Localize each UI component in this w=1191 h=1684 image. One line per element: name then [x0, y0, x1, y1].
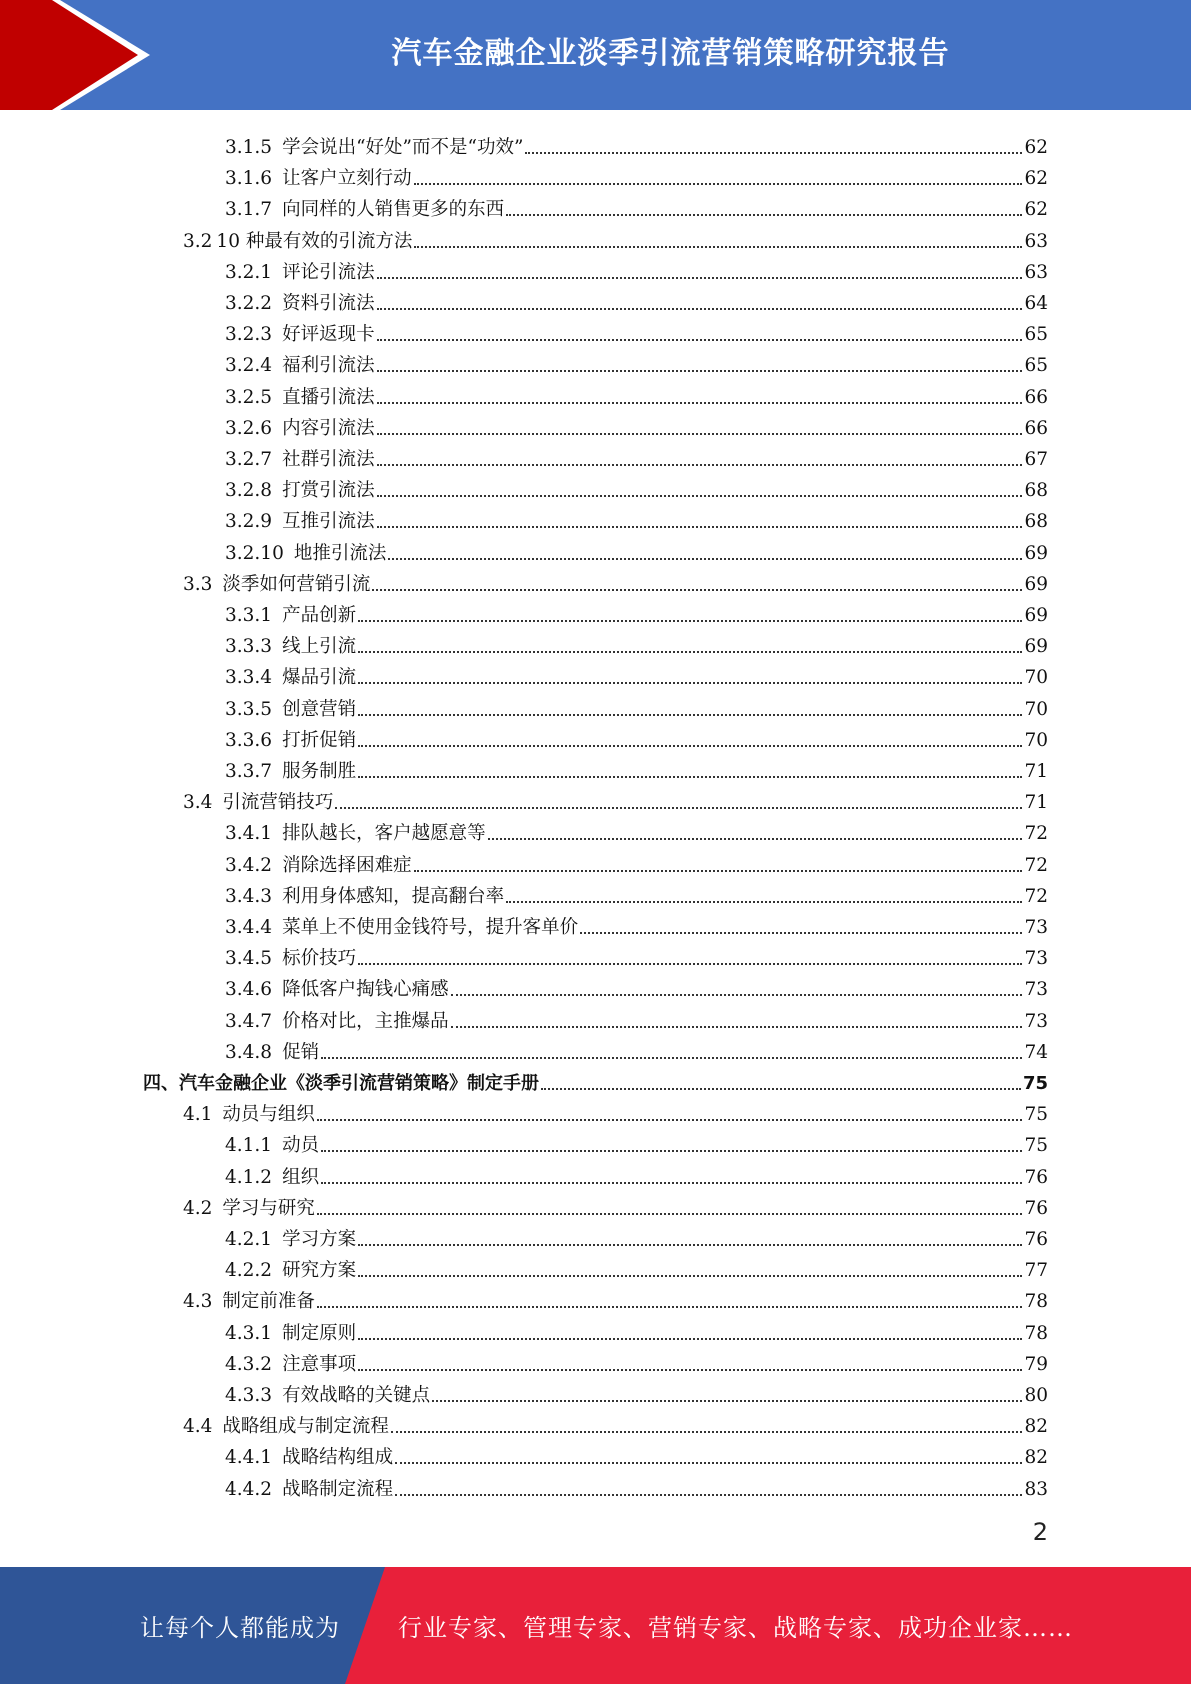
toc-entry-number: 4.4.1 [225, 1447, 273, 1469]
toc-entry[interactable] [225, 1033, 1048, 1064]
toc-entry[interactable] [225, 721, 1048, 752]
toc-entry[interactable] [225, 658, 1048, 689]
toc-dot-leader [335, 807, 1022, 809]
toc-entry-title: 排队越长，客户越愿意等 [282, 823, 486, 845]
toc-entry-page: 78 [1024, 1322, 1048, 1344]
toc-entry-page: 77 [1024, 1260, 1048, 1282]
toc-entry-title: 价格对比，主推爆品 [282, 1010, 449, 1032]
toc-entry-title: 向同样的人销售更多的东西 [282, 199, 505, 221]
toc-entry-number: 4.3.1 [225, 1322, 273, 1344]
toc-dot-leader [358, 776, 1022, 778]
toc-entry-number: 3.3.4 [225, 667, 273, 689]
toc-entry[interactable] [225, 939, 1048, 970]
toc-entry[interactable] [225, 1314, 1048, 1345]
toc-entry[interactable] [225, 1220, 1048, 1251]
toc-entry-title: 线上引流 [282, 636, 357, 658]
toc-entry-page: 79 [1024, 1353, 1048, 1375]
toc-dot-leader [414, 870, 1023, 872]
toc-entry-number: 3.2.4 [225, 355, 273, 377]
toc-entry-page: 65 [1024, 324, 1048, 346]
page-number: 2 [1032, 1518, 1048, 1546]
toc-dot-leader [317, 1119, 1023, 1121]
toc-entry-number: 4.1 [183, 1104, 213, 1126]
page-footer [0, 1567, 1191, 1684]
toc-dot-leader [377, 339, 1023, 341]
toc-dot-leader [377, 495, 1023, 497]
toc-dot-leader [506, 901, 1022, 903]
toc-dot-leader [377, 277, 1023, 279]
toc-entry-page: 70 [1024, 667, 1048, 689]
toc-dot-leader [506, 214, 1022, 216]
toc-entry-title: 淡季如何营销引流 [222, 573, 371, 595]
toc-entry[interactable] [225, 1251, 1048, 1282]
toc-entry-page: 63 [1024, 230, 1048, 252]
toc-entry-number: 3.4 [183, 792, 213, 814]
toc-entry[interactable] [225, 534, 1048, 565]
toc-entry-page: 72 [1024, 854, 1048, 876]
toc-entry[interactable] [225, 846, 1048, 877]
toc-entry-page: 73 [1024, 917, 1048, 938]
toc-entry-page: 82 [1024, 1416, 1048, 1438]
toc-dot-leader [377, 464, 1023, 466]
toc-dot-leader [414, 183, 1023, 185]
toc-entry[interactable] [183, 1282, 1048, 1313]
toc-entry-number: 3.3.6 [225, 729, 273, 751]
toc-entry[interactable] [225, 1158, 1048, 1189]
toc-entry-number: 3.2.5 [225, 386, 273, 408]
toc-entry-page: 71 [1024, 761, 1048, 782]
toc-entry-page: 70 [1024, 729, 1048, 751]
toc-entry-number: 4.1.1 [225, 1135, 273, 1157]
toc-entry-number: 3.4.7 [225, 1010, 273, 1032]
toc-dot-leader [358, 745, 1022, 747]
toc-entry[interactable] [225, 1470, 1048, 1501]
toc-entry-number: 3.1.5 [225, 137, 273, 158]
toc-entry-title: 菜单上不使用金钱符号，提升客单价 [282, 917, 579, 938]
toc-entry-title: 降低客户掏钱心痛感 [282, 979, 449, 1001]
toc-entry[interactable] [225, 502, 1048, 533]
toc-dot-leader [414, 246, 1022, 248]
toc-entry-page: 75 [1022, 1073, 1048, 1094]
toc-entry-number: 4.3 [183, 1291, 213, 1313]
toc-entry-title: 福利引流法 [282, 355, 375, 377]
toc-entry-page: 72 [1024, 823, 1048, 845]
toc-dot-leader [377, 526, 1023, 528]
toc-entry-title: 爆品引流 [282, 667, 357, 689]
toc-entry-page: 69 [1024, 542, 1048, 564]
toc-entry[interactable] [225, 128, 1048, 159]
toc-entry-title: 研究方案 [282, 1260, 357, 1282]
toc-entry[interactable] [225, 690, 1048, 721]
toc-entry-number: 3.3 [183, 573, 213, 595]
toc-entry-title: 好评返现卡 [282, 324, 375, 346]
toc-entry-number: 3.4.2 [225, 854, 273, 876]
toc-entry-number: 3.2.10 [225, 542, 284, 564]
toc-dot-leader [358, 682, 1022, 684]
toc-entry-number: 4.2 [183, 1197, 213, 1219]
toc-dot-leader [358, 1369, 1022, 1371]
toc-entry-title: 战略结构组成 [282, 1447, 394, 1469]
toc-entry-number: 3.3.5 [225, 698, 273, 720]
toc-entry-page: 68 [1024, 511, 1048, 533]
toc-entry[interactable] [225, 471, 1048, 502]
toc-entry-page: 68 [1024, 480, 1048, 502]
toc-entry-title: 产品创新 [282, 605, 357, 626]
toc-entry-number: 4.3.3 [225, 1385, 273, 1406]
toc-entry-title: 打赏引流法 [282, 480, 375, 502]
toc-entry-title: 地推引流法 [293, 542, 387, 564]
toc-entry-number: 3.2.3 [225, 324, 273, 346]
toc-entry-page: 75 [1024, 1135, 1048, 1157]
toc-entry-title: 促销 [282, 1041, 320, 1063]
toc-entry-number: 3.3.1 [225, 605, 273, 626]
toc-dot-leader [358, 1275, 1022, 1277]
toc-entry[interactable] [183, 222, 1048, 253]
toc-entry-title: 动员 [282, 1135, 320, 1157]
toc-entry-title: 战略组成与制定流程 [222, 1416, 389, 1438]
toc-entry-page: 62 [1024, 199, 1048, 221]
toc-entry-page: 64 [1024, 293, 1048, 314]
toc-entry-title: 有效战略的关键点 [282, 1385, 431, 1406]
toc-entry-title: 资料引流法 [282, 293, 375, 314]
toc-entry-number: 3.1.6 [225, 168, 273, 190]
toc-entry-title: 消除选择困难症 [282, 854, 412, 876]
toc-entry-title: 互推引流法 [282, 511, 375, 533]
toc-entry[interactable] [225, 908, 1048, 939]
toc-entry-number: 3.1.7 [225, 199, 273, 221]
toc-entry-title: 引流营销技巧 [222, 792, 334, 814]
toc-entry-title: 注意事项 [282, 1353, 357, 1375]
toc-entry-page: 69 [1024, 636, 1048, 658]
toc-entry[interactable] [183, 1189, 1048, 1220]
toc-dot-leader [321, 1057, 1022, 1059]
page-header [0, 0, 1191, 110]
toc-entry-page: 82 [1024, 1447, 1048, 1469]
toc-dot-leader [372, 589, 1022, 591]
toc-entry-page: 69 [1024, 605, 1048, 626]
toc-entry-number: 4.2.2 [225, 1260, 273, 1282]
toc-entry-page: 83 [1024, 1478, 1048, 1500]
toc-entry-page: 76 [1024, 1197, 1048, 1219]
toc-entry-title: 制定前准备 [222, 1291, 315, 1313]
toc-dot-leader [541, 1088, 1021, 1090]
toc-entry[interactable] [143, 1064, 1048, 1095]
toc-entry-number: 3.4.1 [225, 823, 273, 845]
toc-entry-page: 73 [1024, 948, 1048, 970]
toc-entry-number: 3.4.6 [225, 979, 273, 1001]
toc-dot-leader [395, 1494, 1022, 1496]
toc-entry-number: 3.3.7 [225, 761, 273, 782]
toc-entry[interactable] [225, 253, 1048, 284]
toc-entry[interactable] [225, 877, 1048, 908]
toc-entry[interactable] [225, 814, 1048, 845]
toc-entry-title: 社群引流法 [282, 449, 375, 470]
toc-entry-page: 62 [1024, 168, 1048, 190]
toc-dot-leader [317, 1306, 1023, 1308]
toc-entry-title: 四、汽车金融企业《淡季引流营销策略》制定手册 [143, 1073, 539, 1094]
toc-entry[interactable] [225, 596, 1048, 627]
toc-entry-title: 打折促销 [282, 729, 357, 751]
toc-entry[interactable] [183, 1407, 1048, 1438]
toc-entry-page: 75 [1024, 1104, 1048, 1126]
toc-entry-title: 学会说出“好处”而不是“功效” [282, 137, 524, 158]
toc-entry-title: 利用身体感知，提高翻台率 [282, 885, 505, 907]
toc-entry-title: 服务制胜 [282, 761, 357, 782]
toc-entry-title: 直播引流法 [282, 386, 375, 408]
toc-entry-number: 3.4.3 [225, 885, 273, 907]
toc-dot-leader [388, 558, 1022, 560]
toc-dot-leader [391, 1431, 1023, 1433]
toc-entry-page: 66 [1024, 417, 1048, 439]
toc-entry-page: 62 [1024, 137, 1048, 158]
toc-entry-number: 3.4.8 [225, 1041, 273, 1063]
toc-entry-page: 74 [1024, 1041, 1048, 1063]
toc-entry-page: 63 [1024, 261, 1048, 283]
toc-dot-leader [358, 1338, 1022, 1340]
toc-entry[interactable] [225, 627, 1048, 658]
toc-entry-title: 组织 [282, 1166, 320, 1188]
toc-dot-leader [377, 433, 1023, 435]
toc-entry-number: 3.2.9 [225, 511, 273, 533]
toc-entry[interactable] [225, 1345, 1048, 1376]
toc-entry-number: 3.2 [183, 230, 213, 252]
toc-dot-leader [358, 651, 1022, 653]
toc-entry-title: 创意营销 [282, 698, 357, 720]
toc-entry[interactable] [225, 315, 1048, 346]
toc-entry-number: 3.2.1 [225, 261, 273, 283]
toc-entry[interactable] [183, 1095, 1048, 1126]
toc-entry-title: 学习与研究 [222, 1197, 315, 1219]
toc-entry-title: 标价技巧 [282, 948, 357, 970]
toc-entry-number: 4.2.1 [225, 1229, 273, 1250]
toc-dot-leader [377, 402, 1023, 404]
toc-entry-page: 69 [1024, 573, 1048, 595]
toc-entry-title: 内容引流法 [282, 417, 375, 439]
toc-entry-page: 71 [1024, 792, 1048, 814]
toc-entry[interactable] [225, 440, 1048, 471]
toc-entry-title: 制定原则 [282, 1322, 357, 1344]
toc-dot-leader [358, 620, 1022, 622]
document-title: 汽车金融企业淡季引流营销策略研究报告 [391, 36, 950, 71]
toc-entry-number: 3.2.2 [225, 293, 273, 314]
toc-entry-number: 4.1.2 [225, 1166, 273, 1188]
toc-entry-title: 评论引流法 [282, 261, 375, 283]
toc-entry[interactable] [225, 284, 1048, 315]
toc-entry-page: 65 [1024, 355, 1048, 377]
toc-dot-leader [395, 1462, 1022, 1464]
toc-entry[interactable] [183, 565, 1048, 596]
toc-entry[interactable] [225, 970, 1048, 1001]
toc-entry[interactable] [225, 1376, 1048, 1407]
toc-entry-title: 战略制定流程 [282, 1478, 394, 1500]
toc-dot-leader [525, 152, 1022, 154]
toc-dot-leader [321, 1150, 1022, 1152]
toc-dot-leader [451, 994, 1023, 996]
footer-slogan-left: 让每个人都能成为 [140, 1614, 340, 1642]
toc-dot-leader [488, 838, 1023, 840]
toc-dot-leader [358, 963, 1022, 965]
toc-dot-leader [377, 308, 1023, 310]
toc-entry-number: 4.3.2 [225, 1353, 273, 1375]
toc-entry-page: 73 [1024, 979, 1048, 1001]
toc-entry-number: 4.4.2 [225, 1478, 273, 1500]
toc-entry-number: 3.3.3 [225, 636, 273, 658]
toc-dot-leader [377, 370, 1023, 372]
toc-entry[interactable] [225, 1002, 1048, 1033]
toc-entry-page: 67 [1024, 449, 1048, 470]
toc-entry-title: 动员与组织 [222, 1104, 315, 1126]
toc-dot-leader [317, 1213, 1023, 1215]
toc-entry[interactable] [225, 378, 1048, 409]
toc-entry[interactable] [225, 409, 1048, 440]
toc-entry-number: 3.2.6 [225, 417, 273, 439]
toc-entry-page: 80 [1024, 1385, 1048, 1406]
toc-dot-leader [580, 932, 1022, 934]
toc-entry-page: 78 [1024, 1291, 1048, 1313]
toc-entry[interactable] [225, 1126, 1048, 1157]
toc-entry[interactable] [225, 159, 1048, 190]
toc-entry-number: 3.4.5 [225, 948, 273, 970]
toc-dot-leader [321, 1182, 1022, 1184]
toc-entry-number: 4.4 [183, 1416, 213, 1438]
toc-dot-leader [451, 1026, 1023, 1028]
toc-entry-page: 76 [1024, 1166, 1048, 1188]
toc-entry-page: 66 [1024, 386, 1048, 408]
toc-entry[interactable] [225, 1438, 1048, 1469]
toc-entry-page: 76 [1024, 1229, 1048, 1250]
toc-entry-number: 3.2.8 [225, 480, 273, 502]
toc-dot-leader [358, 714, 1022, 716]
toc-dot-leader [358, 1244, 1022, 1246]
toc-entry-page: 73 [1024, 1010, 1048, 1032]
toc-entry-title: 让客户立刻行动 [282, 168, 412, 190]
toc-entry-number: 3.4.4 [225, 917, 273, 938]
toc-entry-page: 70 [1024, 698, 1048, 720]
toc-entry[interactable] [225, 346, 1048, 377]
toc-entry-title: 10 种最有效的引流方法 [216, 230, 413, 252]
toc-dot-leader [432, 1400, 1022, 1402]
toc-entry-title: 学习方案 [282, 1229, 357, 1250]
toc-entry[interactable] [225, 752, 1048, 783]
toc-entry[interactable] [225, 190, 1048, 221]
footer-slogan-right: 行业专家、管理专家、营销专家、战略专家、成功企业家…… [398, 1614, 1073, 1642]
toc-entry-number: 3.2.7 [225, 449, 273, 470]
toc-entry-page: 72 [1024, 885, 1048, 907]
toc-entry[interactable] [183, 783, 1048, 814]
